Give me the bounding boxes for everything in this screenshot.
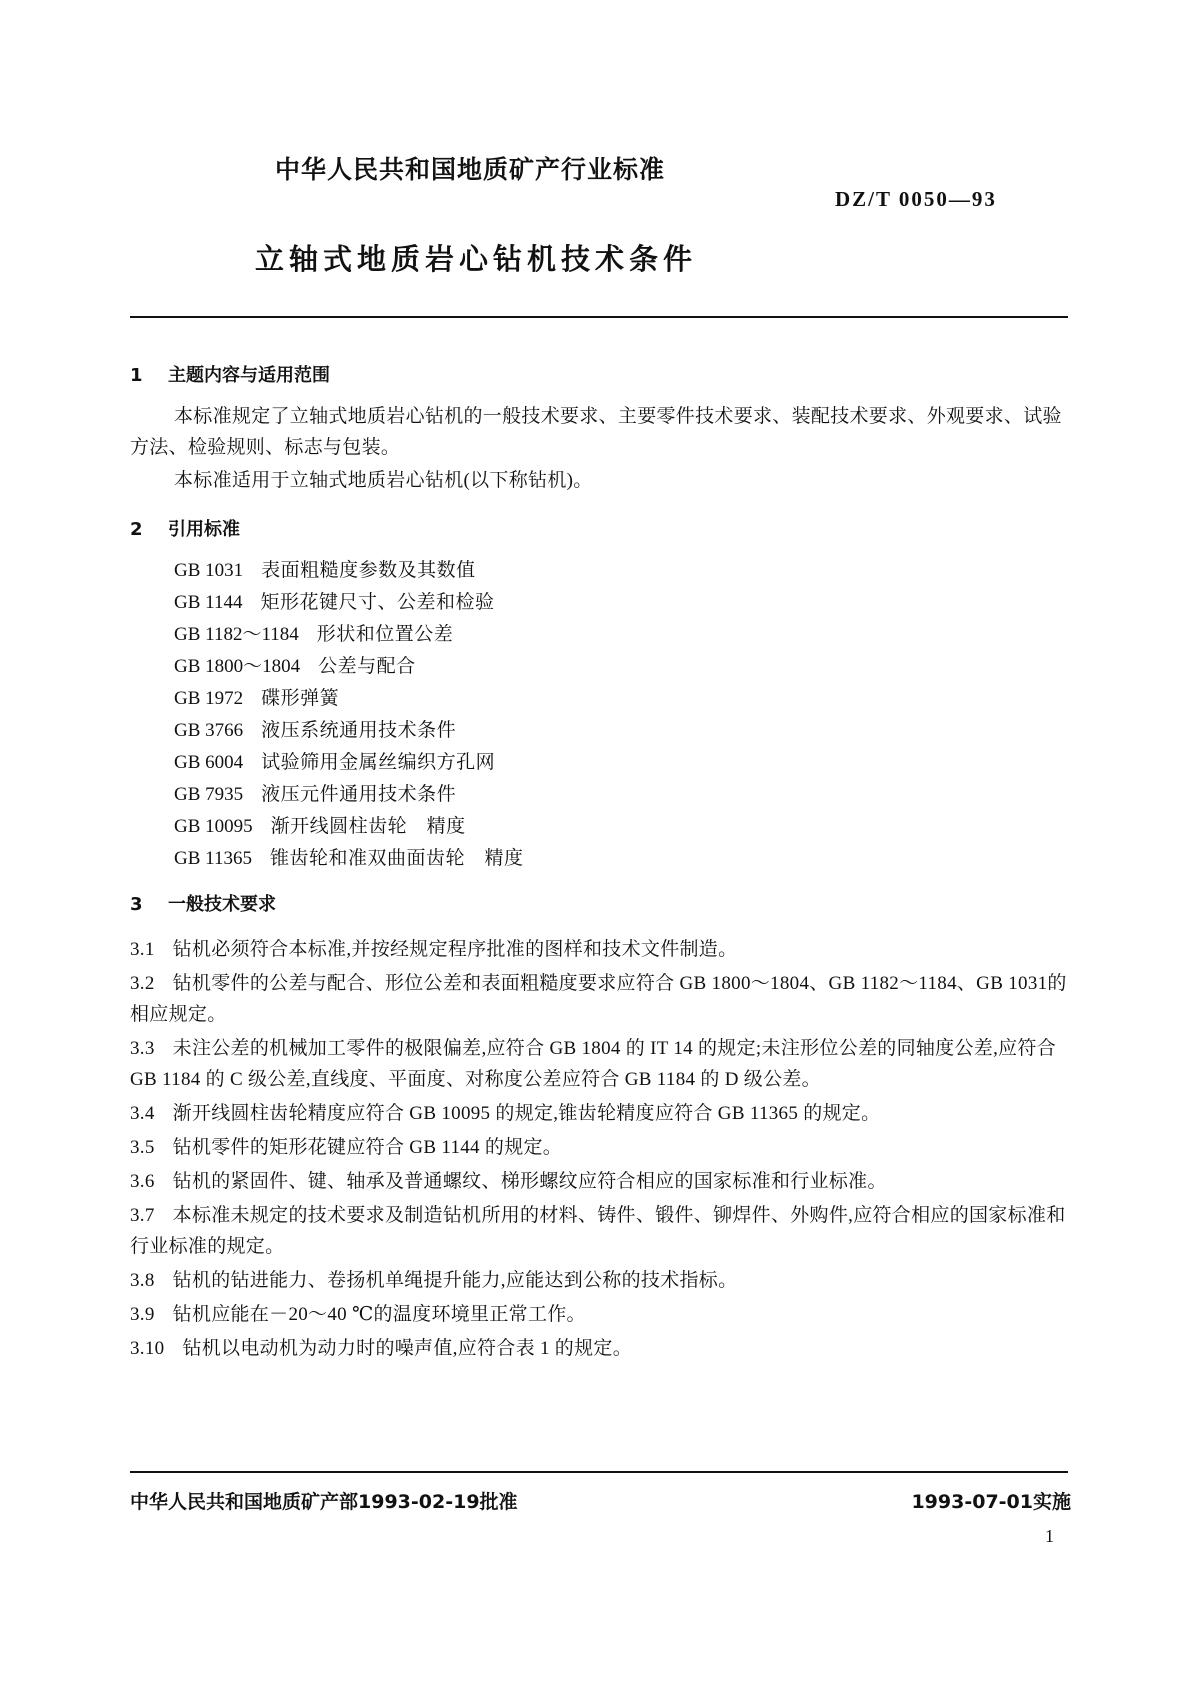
clause-text: 钻机的紧固件、键、轴承及普通螺纹、梯形螺纹应符合相应的国家标准和行业标准。 <box>172 1171 887 1192</box>
section-number: 3 <box>130 894 143 915</box>
standard-code: DZ/T 0050—93 <box>835 187 997 211</box>
reference-title: 锥齿轮和准双曲面齿轮 精度 <box>269 848 524 869</box>
clause <box>130 1333 1070 1364</box>
reference-title: 碟形弹簧 <box>261 688 340 709</box>
reference-item <box>174 683 1070 715</box>
reference-item <box>174 811 1070 843</box>
reference-code: GB 3766 <box>174 720 244 741</box>
paragraph: 本标准适用于立轴式地质岩心钻机(以下称钻机)。 <box>174 470 593 491</box>
clause-text: 钻机以电动机为动力时的噪声值,应符合表 1 的规定。 <box>182 1338 633 1359</box>
clause <box>130 1033 1070 1095</box>
clause <box>130 1265 1070 1296</box>
reference-item <box>174 587 1070 619</box>
reference-title: 渐开线圆柱齿轮 精度 <box>270 816 466 837</box>
reference-code: GB 10095 <box>174 816 253 837</box>
organization-title: 中华人民共和国地质矿产行业标准 <box>275 155 666 184</box>
header-divider <box>130 316 1068 318</box>
clause-number: 3.5 <box>130 1137 155 1158</box>
reference-item <box>174 779 1070 811</box>
clause-number: 3.2 <box>130 973 155 994</box>
page-number: 1 <box>1045 1526 1054 1546</box>
section-number: 1 <box>130 365 143 386</box>
clause-number: 3.7 <box>130 1205 155 1226</box>
section-title: 一般技术要求 <box>168 894 276 915</box>
clause-number: 3.6 <box>130 1171 155 1192</box>
clause <box>130 1132 1070 1163</box>
clause-number: 3.3 <box>130 1038 155 1059</box>
reference-title: 试验筛用金属丝编织方孔网 <box>261 752 496 773</box>
clause-text: 未注公差的机械加工零件的极限偏差,应符合 GB 1804 的 IT 14 的规定;未注形位公差的同轴度公差,应符合 GB 1184 的 C 级公差,直线度、平面度、对称度公差应符合 GB 1184 的 D 级公差。 <box>130 1038 1057 1090</box>
clause-number: 3.4 <box>130 1103 155 1124</box>
reference-title: 形状和位置公差 <box>316 624 454 645</box>
clause-text: 钻机应能在－20～40 ℃的温度环境里正常工作。 <box>172 1304 586 1325</box>
section-1-heading <box>130 360 1070 391</box>
clause <box>130 1098 1070 1129</box>
reference-item <box>174 843 1070 875</box>
clause-number: 3.10 <box>130 1338 165 1359</box>
reference-code: GB 1144 <box>174 592 243 613</box>
clause <box>130 968 1070 1030</box>
clause <box>130 1299 1070 1330</box>
approval-statement: 中华人民共和国地质矿产部1993-02-19批准 <box>130 1491 518 1513</box>
reference-title: 液压元件通用技术条件 <box>261 784 457 805</box>
clause-text: 渐开线圆柱齿轮精度应符合 GB 10095 的规定,锥齿轮精度应符合 GB 11365 的规定。 <box>172 1103 881 1124</box>
document-title: 立轴式地质岩心钻机技术条件 <box>255 242 698 276</box>
clause <box>130 1200 1070 1262</box>
reference-code: GB 11365 <box>174 848 252 869</box>
reference-title: 矩形花键尺寸、公差和检验 <box>260 592 495 613</box>
reference-title: 表面粗糙度参数及其数值 <box>261 560 476 581</box>
reference-code: GB 6004 <box>174 752 244 773</box>
paragraph: 本标准规定了立轴式地质岩心钻机的一般技术要求、主要零件技术要求、装配技术要求、外观要求、试验方法、检验规则、标志与包装。 <box>130 406 1062 458</box>
clause-number: 3.8 <box>130 1270 155 1291</box>
section-number: 2 <box>130 519 143 540</box>
implementation-date: 1993-07-01实施 <box>911 1491 1071 1513</box>
clause-text: 钻机零件的矩形花键应符合 GB 1144 的规定。 <box>172 1137 563 1158</box>
reference-item <box>174 651 1070 683</box>
clause-text: 钻机零件的公差与配合、形位公差和表面粗糙度要求应符合 GB 1800～1804、GB 1182～1184、GB 1031的相应规定。 <box>130 973 1067 1025</box>
reference-code: GB 1972 <box>174 688 244 709</box>
clause <box>130 1166 1070 1197</box>
reference-code: GB 1182～1184 <box>174 624 299 645</box>
section-title: 主题内容与适用范围 <box>168 365 330 386</box>
footer-divider <box>130 1471 1068 1473</box>
reference-code: GB 1800～1804 <box>174 656 301 677</box>
reference-item <box>174 555 1070 587</box>
clause-number: 3.9 <box>130 1304 155 1325</box>
document-body <box>130 360 1070 1367</box>
reference-title: 液压系统通用技术条件 <box>261 720 457 741</box>
clause-text: 钻机的钻进能力、卷扬机单绳提升能力,应能达到公称的技术指标。 <box>172 1270 738 1291</box>
reference-item <box>174 715 1070 747</box>
clause <box>130 934 1070 965</box>
clause-number: 3.1 <box>130 939 155 960</box>
section-2-heading <box>130 514 1070 545</box>
clause-text: 本标准未规定的技术要求及制造钻机所用的材料、铸件、锻件、铆焊件、外购件,应符合相应的国家标准和行业标准的规定。 <box>130 1205 1066 1257</box>
reference-title: 公差与配合 <box>318 656 416 677</box>
section-3-heading <box>130 889 1070 920</box>
section-title: 引用标准 <box>168 519 240 540</box>
reference-list <box>174 555 1070 875</box>
reference-code: GB 1031 <box>174 560 244 581</box>
reference-code: GB 7935 <box>174 784 244 805</box>
reference-item <box>174 747 1070 779</box>
clause-text: 钻机必须符合本标准,并按经规定程序批准的图样和技术文件制造。 <box>172 939 738 960</box>
reference-item <box>174 619 1070 651</box>
